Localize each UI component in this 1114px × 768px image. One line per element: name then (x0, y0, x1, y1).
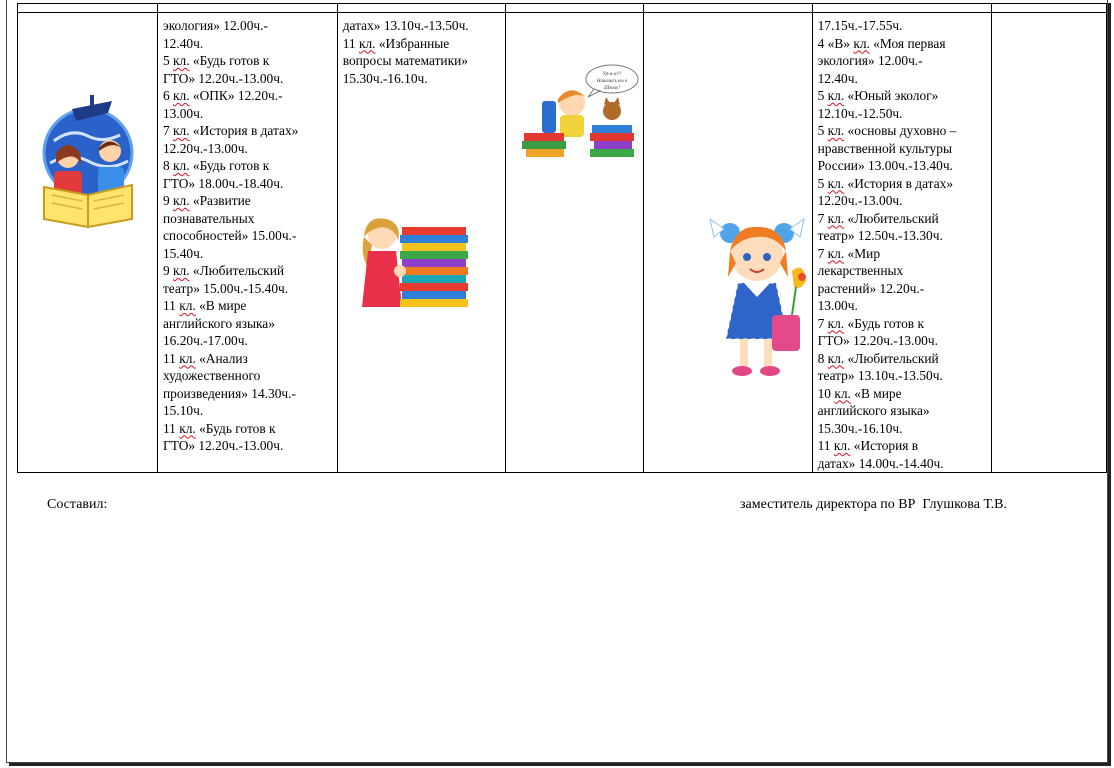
table-top-strip (18, 4, 1107, 13)
schedule-line: 15.30ч.-16.10ч. (342, 70, 428, 86)
schedule-line: ГТО» 12.20ч.-13.00ч. (162, 438, 284, 453)
schedule-text-col2 (158, 13, 337, 455)
schedule-line: театр» 12.50ч.-13.30ч. (817, 228, 943, 243)
schedule-line: 5 кл. «История в датах» (817, 175, 954, 191)
schedule-line: ГТО» 12.20ч.-13.00ч. (162, 70, 284, 86)
schedule-line: 12.40ч. (162, 35, 204, 51)
schedule-line: 15.40ч. (162, 245, 204, 261)
schedule-column-2 (157, 13, 337, 473)
schedule-line: ГТО» 18.00ч.-18.40ч. (162, 175, 284, 191)
illustration-cell (505, 13, 643, 473)
schedule-line: 11 кл. «Будь готов к (162, 420, 276, 436)
schedule-line: 5 кл. «Юный эколог» (817, 88, 939, 103)
schedule-line: 7 кл. «Будь готов к (817, 315, 924, 331)
schedule-line: 10 кл. «В мире (817, 385, 902, 401)
schedule-line: 8 кл. «Любительский (817, 350, 939, 366)
schedule-line: английского языка» (162, 315, 275, 331)
schedule-line: 11 кл. «История в (817, 438, 919, 453)
compiled-by-label: Составил: (47, 497, 108, 512)
illustration-cell (18, 13, 158, 473)
schoolgirl-icon (700, 211, 812, 381)
empty-cell (992, 13, 1107, 473)
schedule-line: 11 кл. «В мире (162, 298, 247, 313)
schedule-line: 15.10ч. (162, 403, 204, 418)
schedule-line: 12.40ч. (817, 70, 858, 86)
schedule-line: 7 кл. «История в датах» (162, 123, 299, 138)
schedule-text-col6 (813, 13, 992, 472)
schedule-line: датах» 14.00ч.-14.40ч. (817, 455, 944, 471)
schedule-line: английского языка» (817, 403, 930, 418)
schedule-line: 17.15ч.-17.55ч. (817, 18, 903, 33)
speech-line-1: Ур-а-а!!! (602, 72, 622, 77)
schedule-line: 13.00ч. (162, 105, 204, 121)
schedule-line: произведения» 14.30ч.- (162, 385, 296, 401)
schedule-line: 7 кл. «Мир (817, 245, 881, 261)
schedule-line: 5 кл. «основы духовно – (817, 123, 957, 138)
schedule-column-3 (337, 13, 505, 473)
schedule-line: 5 кл. «Будь готов к (162, 53, 270, 68)
schedule-line: 11 кл. «Анализ (162, 350, 248, 366)
schedule-line: 9 кл. «Развитие (162, 193, 251, 208)
schedule-column-6 (812, 13, 992, 473)
schedule-line: 9 кл. «Любительский (162, 263, 285, 278)
schedule-line: познавательных (162, 210, 255, 226)
globe-kids-icon (32, 91, 144, 231)
schedule-table (17, 3, 1107, 473)
girl-books-icon (356, 215, 476, 311)
illustration-cell (643, 13, 812, 473)
document-page (6, 0, 1108, 763)
schedule-line: 4 «В» кл. «Моя первая (817, 35, 946, 51)
schedule-line: художественного (162, 368, 261, 383)
schedule-line: театр» 15.00ч.-15.40ч. (162, 280, 289, 296)
schedule-line: 12.10ч.-12.50ч. (817, 105, 903, 121)
schedule-text-col3 (338, 13, 505, 87)
schedule-line: 13.00ч. (817, 298, 858, 313)
schedule-line: 8 кл. «Будь готов к (162, 158, 270, 173)
schedule-line: датах» 13.10ч.-13.50ч. (342, 18, 469, 33)
schedule-line: 7 кл. «Любительский (817, 210, 939, 226)
schedule-line: нравственной культуры (817, 140, 952, 156)
schedule-line: России» 13.00ч.-13.40ч. (817, 158, 953, 173)
schedule-line: лекарственных (817, 263, 904, 278)
schedule-line: ГТО» 12.20ч.-13.00ч. (817, 333, 938, 348)
schedule-line: экология» 12.00ч.- (162, 18, 268, 33)
schedule-line: 16.20ч.-17.00ч. (162, 333, 248, 348)
schedule-line: 12.20ч.-13.00ч. (162, 140, 248, 156)
schedule-line: растений» 12.20ч.- (817, 280, 925, 296)
schedule-line: 6 кл. «ОПК» 12.20ч.- (162, 88, 283, 103)
schedule-line: экология» 12.00ч.- (817, 53, 923, 68)
schedule-line: театр» 13.10ч.-13.50ч. (817, 368, 943, 383)
schedule-line: 12.20ч.-13.00ч. (817, 193, 903, 208)
speech-line-3: Школу! (603, 86, 620, 91)
schedule-line: 11 кл. «Избранные (342, 35, 450, 51)
speech-line-2: Начались вы в (596, 79, 627, 84)
schedule-line: вопросы математики» (342, 53, 468, 68)
table-row (18, 13, 1107, 473)
compiler-signature: заместитель директора по ВР Глушкова Т.В. (740, 497, 1007, 512)
schedule-line: способностей» 15.00ч.- (162, 228, 297, 243)
schedule-line: 15.30ч.-16.10ч. (817, 420, 903, 436)
boy-books-cat-icon (520, 63, 640, 159)
